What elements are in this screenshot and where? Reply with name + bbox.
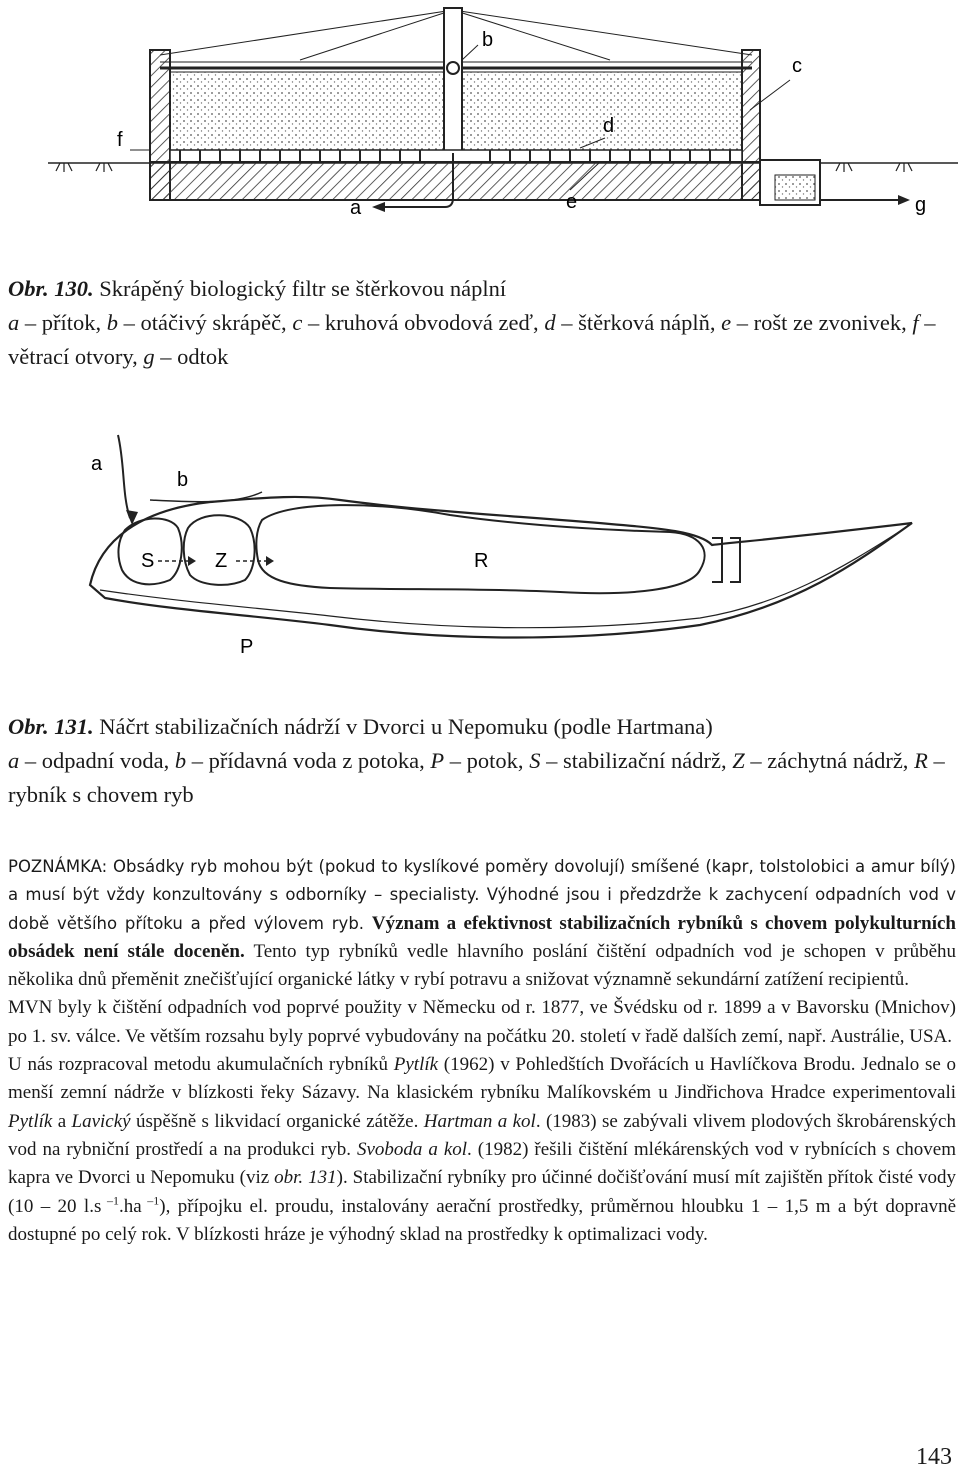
rotary-distributor-column <box>444 8 462 153</box>
fig130-label-b: b <box>482 29 494 51</box>
fig130-label-f: f <box>117 129 123 151</box>
note-paragraph-2: MVN byly k čištění odpadních vod poprvé použity v Německu od r. 1877, ve Švédsku od r. 1899 a v Bavorsku (Mnichov) po 1. sv. válce. Ve větším rozsahu byly poprvé vybudovány na počátku 20. století v řadě dalších zemí, např. Austrálie, USA. <box>8 997 956 1047</box>
fig131-label-S: S <box>141 550 155 572</box>
note-paragraph-3: U nás rozpracoval metodu akumulačních rybníků Pytlík (1962) v Pohledštích Dvořácích u Havlíčkova Brodu. Jednalo se o menší zemní nádrže v blízkosti řeky Sázavy. Na klasickém rybníku Malíkovském u Jindřichova Hradce experimentovali Pytlík a Lavický úspěšně s likvidací organické zátěže. Hartman a kol. (1983) se zabývali vlivem plodových škrobárenských vod na rybniční prostředí a na produkci ryb. Svoboda a kol. (1982) řešili čištění mlékárenských vod v rybnících s chovem kapra ve Dvorci u Nepomuku (viz obr. 131). Stabilizační rybníky pro účinné dočišťování musí mít zajištěn přítok čisté vody (10 – 20 l.s $^{-1}$.ha $^{-1}$), přípojku el. proudu, instalovány aerační prostředky, průměrnou hloubku 1 – 1,5 m a být dopravně dostupné po celý rok. V blízkosti hráze je výhodný sklad na prostředky k optimalizaci vody. <box>8 1054 957 1245</box>
fig130-label-a: a <box>350 197 362 219</box>
figure-131-ponds-sketch <box>0 420 960 670</box>
note-paragraph-1: POZNÁMKA: Obsádky ryb mohou být (pokud to kyslíkové poměry dovolují) smíšené (kapr, tolstolobici a amur bílý) a musí být vždy konzultovány s odborníky – specialisty. Výhodné jsou i předzdrže k zachycení odpadních vod v době většího přítoku a před výlovem ryb. Význam a efektivnost stabilizačních rybníků s chovem polykulturních obsádek není stále doceněn. Tento typ rybníků vedle hlavního poslání čištění odpadních vod je schopen v průběhu několika dnů přeměnit znečišťující organické látky v rybí potravu a snižovat významně sekundární zatížení recipientů. <box>8 857 956 991</box>
caption-131-title: Náčrt stabilizačních nádrží v Dvorci u Nepomuku (podle Hartmana) <box>93 714 713 739</box>
caption-131-legend: a – odpadní voda, b – přídavná voda z potoka, P – potok, S – stabilizační nádrž, Z – záchytná nádrž, R – rybník s chovem ryb <box>8 748 945 807</box>
fig130-label-g: g <box>915 194 927 216</box>
fig131-label-a: a <box>91 453 103 475</box>
wastewater-inflow-arrow <box>118 435 130 518</box>
caption-131-number: Obr. 131. <box>8 714 94 739</box>
fig130-label-e: e <box>566 191 578 213</box>
figure-131-caption <box>8 710 956 812</box>
caption-130-legend: a – přítok, b – otáčivý skrápěč, c – kruhová obvodová zeď, d – štěrková náplň, e – rošt ze zvonivek, f – větrací otvory, g – odtok <box>8 310 936 369</box>
page-number: 143 <box>916 1444 952 1470</box>
underdrain-grate <box>170 150 742 162</box>
caption-130-number: Obr. 130. <box>8 276 94 301</box>
fig131-label-Z: Z <box>215 550 228 572</box>
stream-outline <box>90 497 912 638</box>
fig130-label-d: d <box>603 115 615 137</box>
fig131-label-P: P <box>240 636 254 658</box>
figure-130-caption <box>8 272 956 374</box>
figure-130-trickling-filter-diagram <box>0 0 960 240</box>
caption-130-title: Skrápěný biologický filtr se štěrkovou náplní <box>93 276 507 301</box>
fig130-label-c: c <box>792 55 802 77</box>
note-body <box>8 853 956 1249</box>
fig131-label-R: R <box>474 550 489 572</box>
filter-floor <box>150 162 760 200</box>
fig131-label-b: b <box>177 469 189 491</box>
